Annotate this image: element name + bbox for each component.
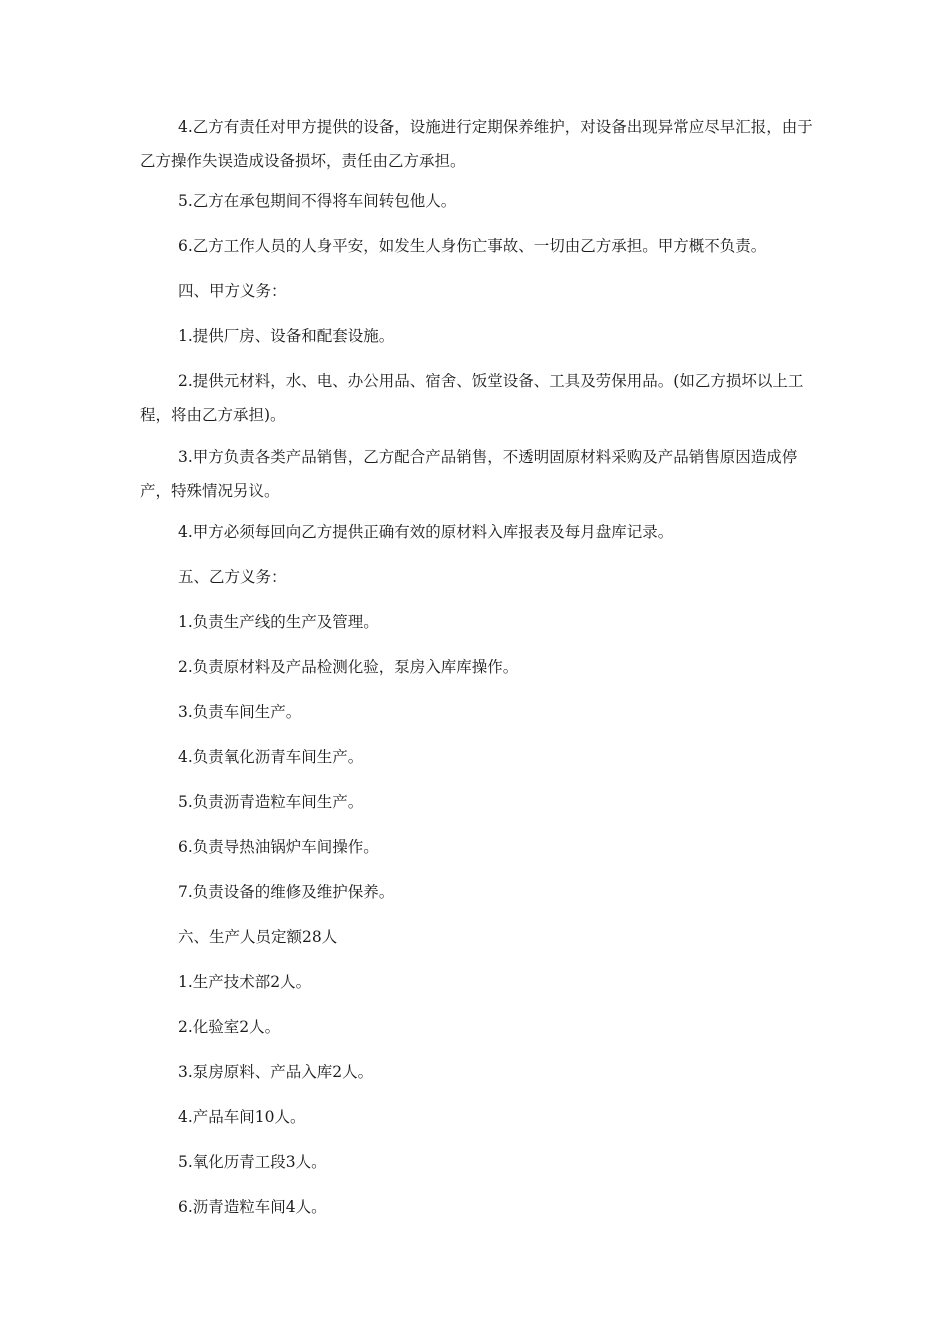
paragraph-party-b-item-5: 5.负责沥青造粒车间生产。 [178, 793, 364, 811]
paragraph-party-b-item-4: 4.负责氧化沥青车间生产。 [178, 748, 364, 766]
paragraph-party-b-item-1: 1.负责生产线的生产及管理。 [178, 613, 379, 631]
paragraph-party-a-item-4: 4.甲方必须每回向乙方提供正确有效的原材料入库报表及每月盘库记录。 [178, 523, 674, 541]
paragraph-staff-item-3: 3.泵房原料、产品入库2人。 [178, 1063, 374, 1081]
paragraph-staff-item-2: 2.化验室2人。 [178, 1018, 281, 1036]
paragraph-staff-item-1: 1.生产技术部2人。 [178, 973, 312, 991]
paragraph-party-b-item-2: 2.负责原材料及产品检测化验，泵房入库库操作。 [178, 658, 519, 676]
section-heading-party-a-obligations: 四、甲方义务： [178, 282, 287, 300]
paragraph-staff-item-6: 6.沥青造粒车间4人。 [178, 1198, 327, 1216]
paragraph-personal-safety: 6.乙方工作人员的人身平安，如发生人身伤亡事故、一切由乙方承担。甲方概不负责。 [178, 237, 767, 255]
paragraph-party-b-item-6: 6.负责导热油锅炉车间操作。 [178, 838, 379, 856]
section-heading-staffing-quota: 六、生产人员定额28人 [178, 928, 338, 946]
paragraph-staff-item-4: 4.产品车间10人。 [178, 1108, 306, 1126]
paragraph-party-a-item-3: 3.甲方负责各类产品销售，乙方配合产品销售，不透明固原材料采购及产品销售原因造成停产，特殊情况另议。 [140, 448, 798, 500]
paragraph-party-a-item-2: 2.提供元材料，水、电、办公用品、宿舍、饭堂设备、工具及劳保用品。(如乙方损坏以上工程，将由乙方承担)。 [140, 372, 804, 424]
section-heading-party-b-obligations: 五、乙方义务： [178, 568, 287, 586]
paragraph-staff-item-5: 5.氧化历青工段3人。 [178, 1153, 327, 1171]
paragraph-party-b-item-3: 3.负责车间生产。 [178, 703, 302, 721]
paragraph-party-a-item-1: 1.提供厂房、设备和配套设施。 [178, 327, 395, 345]
paragraph-party-b-item-7: 7.负责设备的维修及维护保养。 [178, 883, 395, 901]
paragraph-no-subcontract: 5.乙方在承包期间不得将车间转包他人。 [178, 192, 457, 210]
paragraph-equipment-maintenance: 4.乙方有责任对甲方提供的设备，设施进行定期保养维护，对设备出现异常应尽早汇报，由于乙方操作失误造成设备损坏，责任由乙方承担。 [140, 118, 813, 170]
